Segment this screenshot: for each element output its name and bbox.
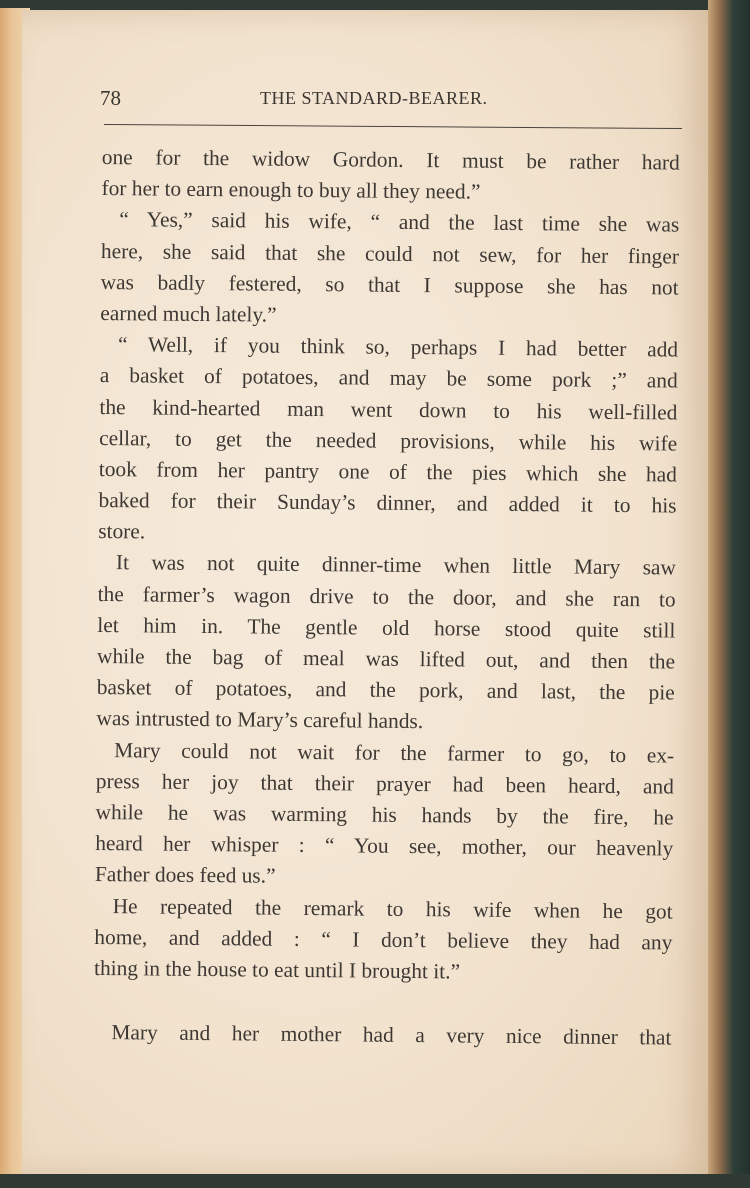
text-line: for her to earn enough to buy all they need.”	[101, 176, 481, 204]
book-spine-edge	[708, 0, 750, 1188]
page-number: 78	[100, 86, 121, 110]
text-line: store.	[98, 519, 146, 544]
text-line: Mary could not wait for the farmer to go, to ex-	[114, 737, 675, 768]
text-line: press her joy that their prayer had been heard, and	[95, 768, 674, 799]
text-line: baked for their Sunday’s dinner, and added it to his	[98, 488, 677, 518]
text-line: Father does feed us.”	[94, 862, 276, 889]
text-line: while he was warming his hands by the fire, he	[95, 799, 674, 830]
text-line: let him in. The gentle old horse stood quite still	[97, 612, 676, 643]
text-line: thing in the house to eat until I brought it.”	[93, 955, 461, 984]
text-line: was badly festered, so that I suppose she has not	[100, 269, 679, 300]
running-head	[100, 86, 680, 116]
text-line: He repeated the remark to his wife when he got	[112, 893, 673, 924]
text-line: earned much lately.”	[100, 300, 277, 327]
text-line: the farmer’s wagon drive to the door, and she ran to	[97, 581, 676, 612]
text-line: “ Yes,” said his wife, “ and the last time she was	[119, 207, 680, 237]
text-line: while the bag of meal was lifted out, and then the	[96, 643, 676, 674]
text-line: cellar, to get the needed provisions, while his wife	[99, 425, 678, 456]
text-line: here, she said that she could not sew, for her finger	[100, 238, 680, 269]
text-line: It was not quite dinner-time when little Mary saw	[115, 550, 677, 580]
text-line: a basket of potatoes, and may be some pork ;” and	[99, 363, 678, 393]
text-line: the kind-hearted man went down to his well-filled	[99, 394, 678, 425]
scan-background-strip	[0, 1174, 750, 1188]
text-line: Mary and her mother had a very nice dinner that	[111, 1020, 672, 1050]
text-line: home, and added : “ I don’t believe they had any	[94, 924, 673, 955]
text-line: heard her whisper : “ You see, mother, our heavenly	[95, 831, 674, 861]
text-line: one for the widow Gordon. It must be rather hard	[101, 144, 680, 175]
text-line: took from her pantry one of the pies which she had	[98, 456, 677, 487]
running-title: THE STANDARD-BEARER.	[260, 88, 488, 108]
text-line: basket of potatoes, and the pork, and last, the pie	[96, 675, 675, 705]
body-text	[93, 142, 680, 1054]
text-line: “ Well, if you think so, perhaps I had better add	[117, 332, 679, 362]
text-line: was intrusted to Mary’s careful hands.	[96, 706, 424, 734]
